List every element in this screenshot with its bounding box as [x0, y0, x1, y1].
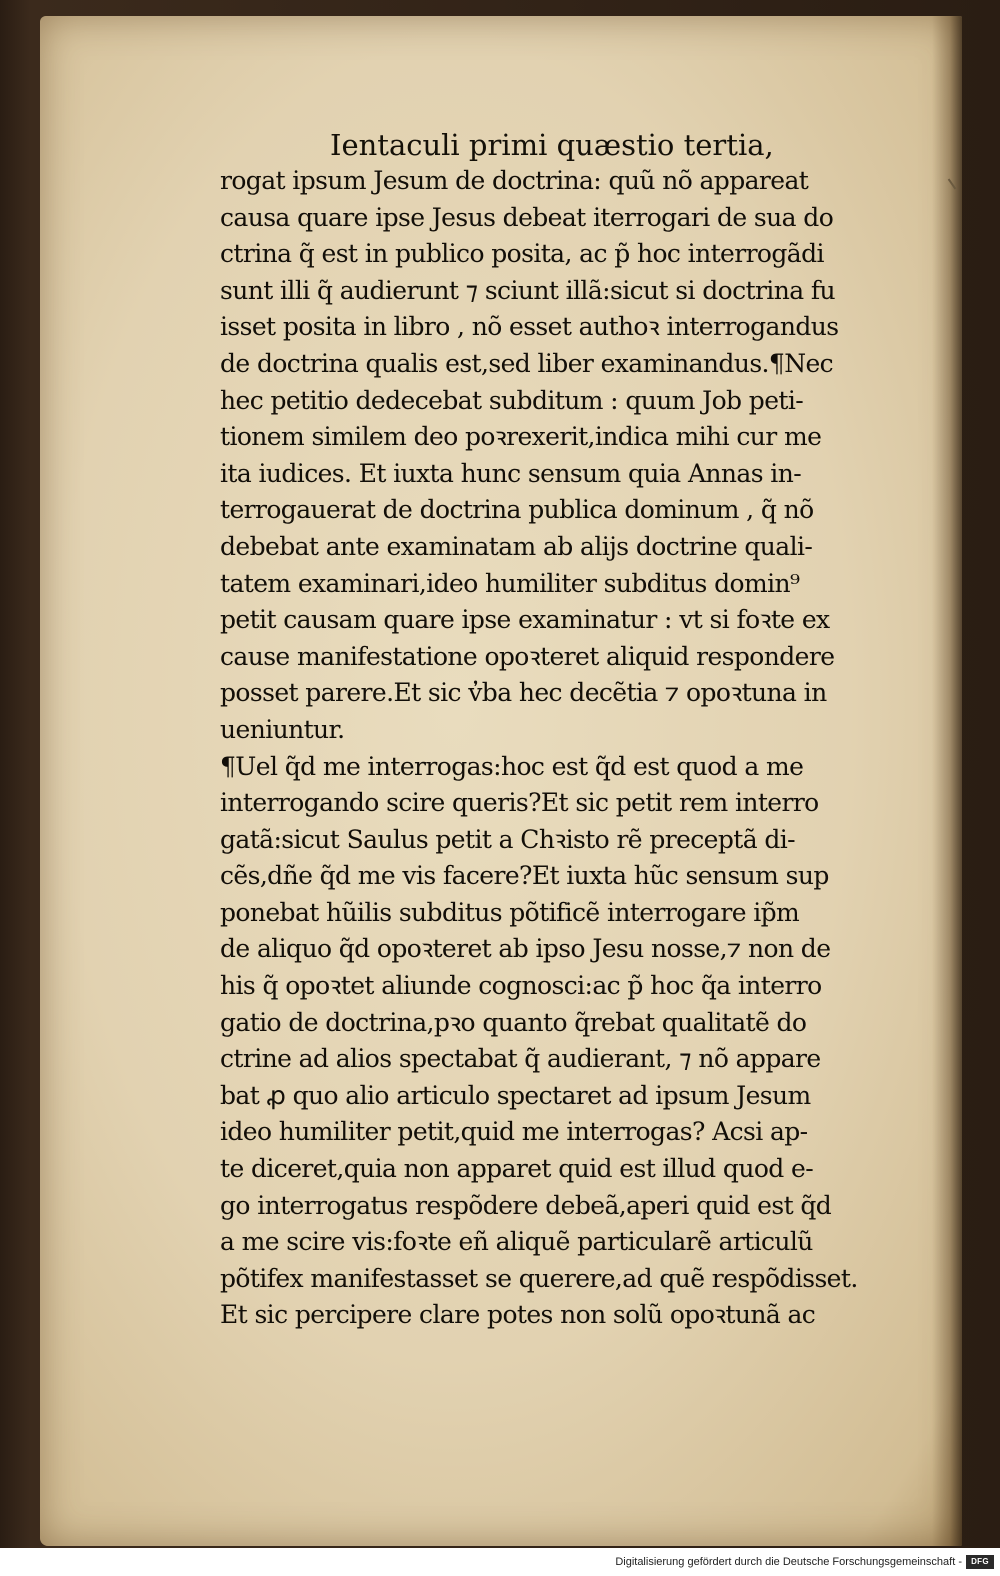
text-line: tionem similem deo poꝛrexerit,indica mihi cur me — [220, 422, 822, 452]
text-line: posset parere.Et sic v̓ba hec decẽtia ⁊ opoꝛtuna in — [220, 678, 827, 708]
page-heading: Ientaculi primi quæstio tertia, — [330, 128, 774, 162]
text-line: gatã:sicut Saulus petit a Chꝛisto rẽ preceptã di- — [220, 824, 796, 854]
text-line: ctrine ad alios spectabat q̃ audierant, ⁊ nõ appare — [220, 1044, 821, 1074]
text-line: cause manifestatione opoꝛteret aliquid respondere — [220, 641, 835, 671]
text-line: go interrogatus respõdere debeã,aperi quid est q̃d — [220, 1190, 832, 1220]
text-line: tatem examinari,ideo humiliter subditus domin⁹ — [220, 568, 800, 598]
text-line: causa quare ipse Jesus debeat iterrogari de sua do — [220, 202, 834, 232]
dfg-logo: DFG — [966, 1555, 994, 1569]
text-line: isset posita in libro , nõ esset authoꝛ interrogandus — [220, 312, 839, 342]
text-line: hec petitio dedecebat subditum : quum Job peti- — [220, 385, 804, 415]
text-line: interrogando scire queris?Et sic petit rem interro — [220, 788, 819, 818]
text-line: ita iudices. Et iuxta hunc sensum quia Annas in- — [220, 458, 802, 488]
text-line: a me scire vis:foꝛte eñ aliquẽ particularẽ articulũ — [220, 1227, 813, 1257]
text-line: Et sic percipere clare potes non solũ opoꝛtunã ac — [220, 1300, 816, 1330]
text-line: ponebat hũilis subditus põtificẽ interrogare ip̃m — [220, 897, 800, 927]
body-text — [220, 163, 910, 1334]
text-line: de doctrina qualis est,sed liber examinandus.¶Nec — [220, 348, 834, 378]
page-edge-shadow — [932, 16, 962, 1546]
text-line: his q̃ opoꝛtet aliunde cognosci:ac p̃ hoc q̃a interro — [220, 971, 822, 1001]
text-line: ideo humiliter petit,quid me interrogas? Acsi ap- — [220, 1117, 808, 1147]
text-line: rogat ipsum Jesum de doctrina: quũ nõ appareat — [220, 166, 809, 195]
text-line: te diceret,quia non apparet quid est illud quod e- — [220, 1154, 814, 1184]
text-line: debebat ante examinatam ab alijs doctrine quali- — [220, 531, 813, 561]
text-line: põtifex manifestasset se querere,ad quẽ respõdisset. — [220, 1263, 858, 1293]
text-line: cẽs,dñe q̃d me vis facere?Et iuxta hũc sensum sup — [220, 861, 829, 891]
text-line: ¶Uel q̃d me interrogas:hoc est q̃d est quod a me — [220, 751, 804, 781]
text-line: gatio de doctrina,pꝛo quanto q̃rebat qualitatẽ do — [220, 1007, 807, 1037]
text-line: petit causam quare ipse examinatur : vt si foꝛte ex — [220, 605, 830, 635]
text-line: de aliquo q̃d opoꝛteret ab ipso Jesu nosse,⁊ non de — [220, 934, 831, 964]
text-line: ueniuntur. — [220, 714, 345, 744]
text-line: ctrina q̃ est in publico posita, ac p̃ hoc interrogãdi — [220, 239, 824, 269]
text-line: bat ꝓ quo alio articulo spectaret ad ipsum Jesum — [220, 1080, 811, 1110]
text-line: terrogauerat de doctrina publica dominum , q̃ nõ — [220, 495, 814, 525]
footer-bar — [0, 1548, 1000, 1576]
funding-credit: Digitalisierung gefördert durch die Deutsche Forschungsgemeinschaft - — [615, 1556, 962, 1568]
text-line: sunt illi q̃ audierunt ⁊ sciunt illã:sicut si doctrina fu — [220, 275, 836, 305]
